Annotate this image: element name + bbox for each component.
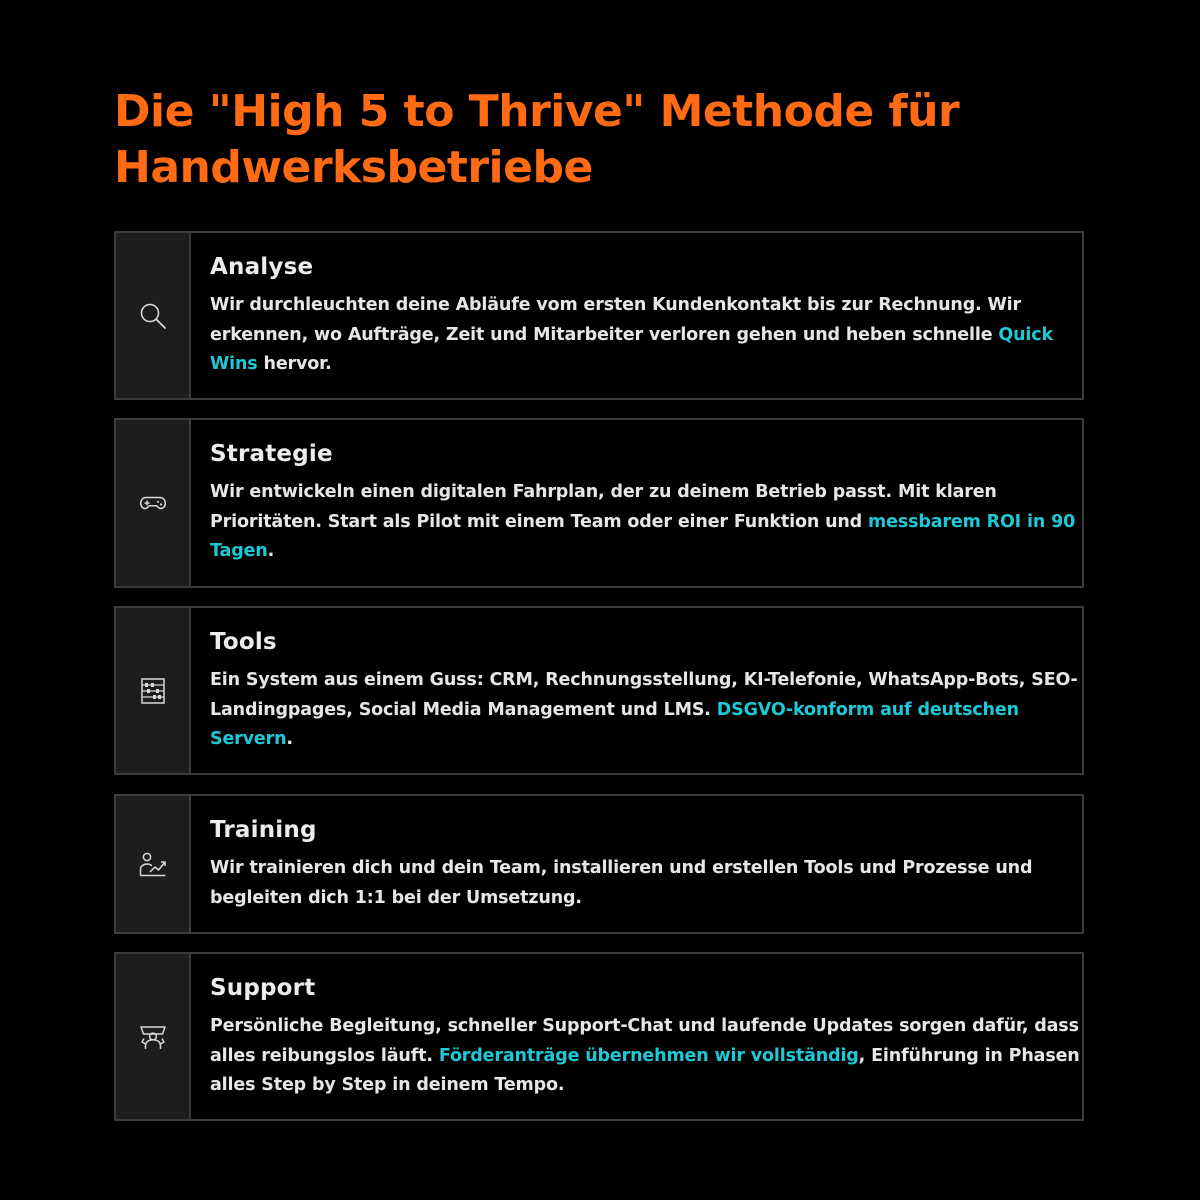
step-description [210,291,1082,380]
abacus-icon [137,675,169,707]
step-icon-rail [116,954,191,1119]
support-person-icon [137,1021,169,1053]
step-heading: Tools [210,629,277,655]
step-highlight: Förderanträge übernehmen wir vollständig [438,1045,859,1066]
step-highlight: Quick Wins [210,324,1053,374]
step-highlight: DSGVO-konform auf deutschen Servern [210,699,1019,749]
step-card-analyse [114,231,1084,400]
page-title [114,84,1114,196]
page-title-line-1: Die "High 5 to Thrive" Methode für [114,86,960,137]
step-text: Ein System aus einem Guss: CRM, Rechnungsstellung, KI-Telefonie, WhatsApp-Bots, SEO-Landingpages, Social Media Management und LMS. [210,670,1078,720]
step-description [210,854,1082,913]
step-card-training [114,794,1084,934]
page-title-line-2: Handwerksbetriebe [114,142,593,193]
step-text-end: hervor. [257,354,332,374]
step-description [210,666,1082,755]
magnifier-icon [137,300,169,332]
step-icon-rail [116,420,191,586]
step-text: Wir entwickeln einen digitalen Fahrplan, der zu deinem Betrieb passt. Mit klaren Prioritäten. Start als Pilot mit einem Team oder einer Funktion und [210,482,997,532]
step-body [191,954,1082,1119]
gamepad-icon [137,487,169,519]
step-heading: Strategie [210,441,333,467]
step-description [210,1012,1082,1101]
step-text: Wir durchleuchten deine Abläufe vom ersten Kundenkontakt bis zur Rechnung. Wir erkennen, wo Aufträge, Zeit und Mitarbeiter verloren gehen und heben schnelle [210,295,1021,345]
step-body [191,420,1082,586]
step-body [191,796,1082,932]
step-heading: Support [210,975,316,1001]
step-icon-rail [116,796,191,932]
step-heading: Training [210,817,317,843]
step-text-end: . [267,541,275,561]
step-card-tools [114,606,1084,775]
step-text-end: . [286,729,293,749]
step-text: Persönliche Begleitung, schneller Support-Chat und laufende Updates sorgen dafür, dass alles reibungslos läuft. [210,1016,1079,1066]
step-description [210,478,1082,567]
step-heading: Analyse [210,254,314,280]
step-text: Wir trainieren dich und dein Team, installieren und erstellen Tools und Prozesse und begleiten dich 1:1 bei der Umsetzung. [210,858,1033,908]
step-highlight: messbarem ROI in 90 Tagen [210,511,1076,561]
step-body [191,233,1082,398]
step-card-strategie [114,418,1084,588]
step-text-end: , Einführung in Phasen alles Step by Step in deinem Tempo. [210,1045,1080,1095]
step-card-support [114,952,1084,1121]
trainer-growth-icon [137,848,169,880]
step-body [191,608,1082,773]
step-icon-rail [116,233,191,398]
step-icon-rail [116,608,191,773]
